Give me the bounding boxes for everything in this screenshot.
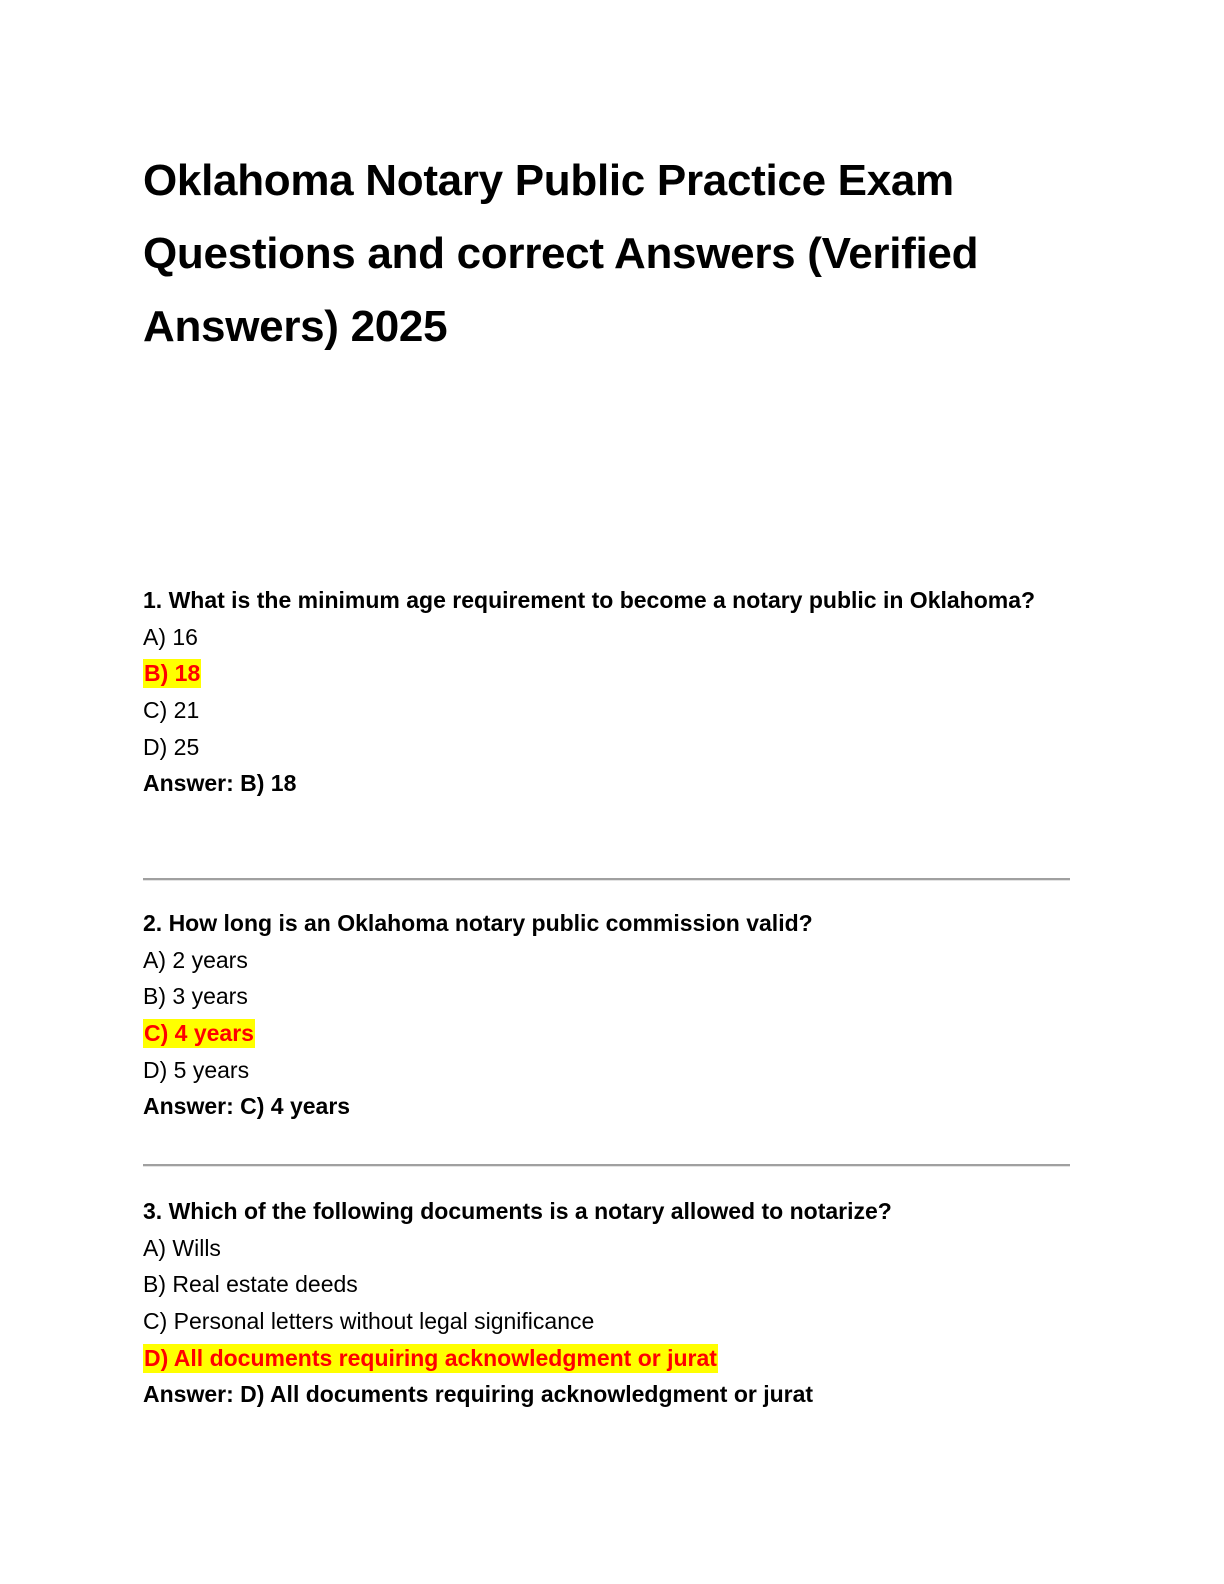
answer-line: Answer: D) All documents requiring acknowledgment or jurat xyxy=(143,1381,814,1408)
answer-line: Answer: C) 4 years xyxy=(143,1093,351,1120)
option-c: C) Personal letters without legal significance xyxy=(143,1307,595,1334)
option-d-correct xyxy=(143,1340,1043,1377)
option-c-correct xyxy=(143,1015,1043,1052)
highlighted-answer: C) 4 years xyxy=(144,1019,254,1046)
option-d: D) 25 xyxy=(143,733,200,760)
option-d: D) 5 years xyxy=(143,1056,250,1083)
question-text: 1. What is the minimum age requirement to become a notary public in Oklahoma? xyxy=(143,587,1036,613)
highlighted-answer: D) All documents requiring acknowledgment or jurat xyxy=(144,1344,717,1371)
option-b-correct xyxy=(143,655,1043,692)
question-1 xyxy=(143,582,1043,802)
option-b: B) 3 years xyxy=(143,983,248,1010)
horizontal-divider xyxy=(143,1164,1070,1167)
answer-line: Answer: B) 18 xyxy=(143,770,297,797)
question-text: 2. How long is an Oklahoma notary public commission valid? xyxy=(143,910,813,936)
page-title: Oklahoma Notary Public Practice Exam Questions and correct Answers (Verified Answers) 2025 xyxy=(143,156,979,351)
option-a: A) 2 years xyxy=(143,946,248,973)
question-2 xyxy=(143,905,1043,1125)
option-a: A) Wills xyxy=(143,1234,221,1261)
option-c: C) 21 xyxy=(143,696,200,723)
highlighted-answer: B) 18 xyxy=(144,660,201,687)
horizontal-divider xyxy=(143,878,1070,881)
question-3 xyxy=(143,1193,1043,1413)
option-b: B) Real estate deeds xyxy=(143,1271,358,1298)
question-text: 3. Which of the following documents is a notary allowed to notarize? xyxy=(143,1198,892,1224)
option-a: A) 16 xyxy=(143,623,198,650)
